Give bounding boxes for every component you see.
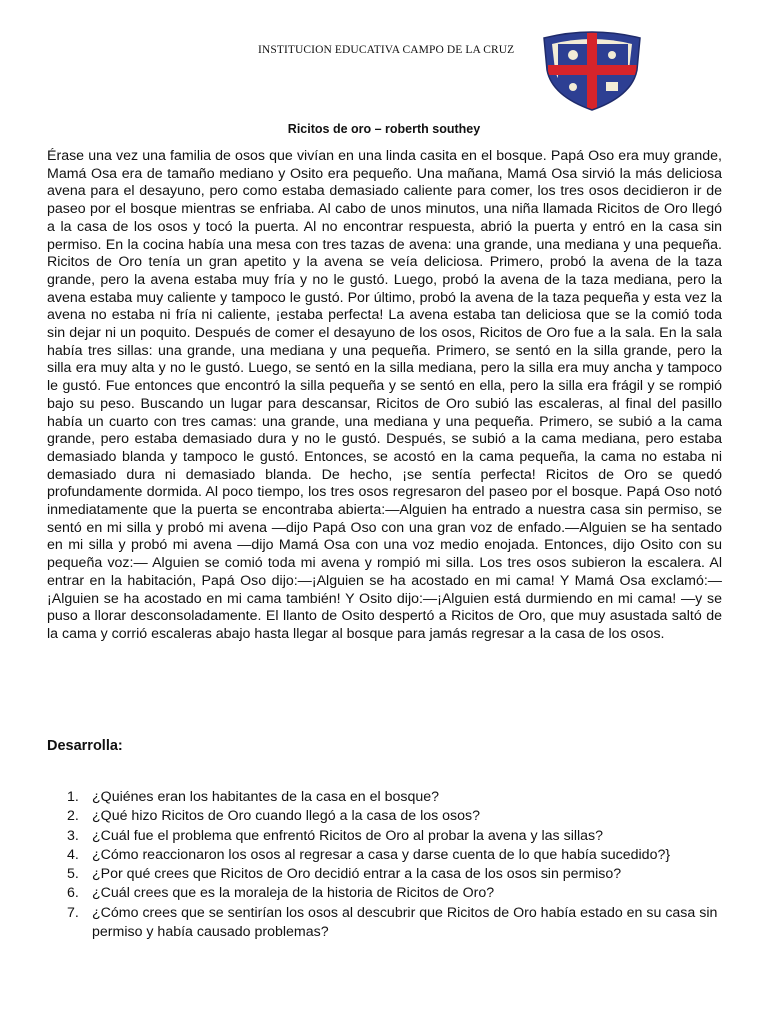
document-title: Ricitos de oro – roberth southey — [287, 122, 481, 136]
question-item: 3. ¿Cuál fue el problema que enfrentó Ricitos de Oro al probar la avena y las sillas? — [67, 827, 604, 844]
question-item: 2. ¿Qué hizo Ricitos de Oro cuando llegó a la casa de los osos? — [67, 808, 481, 825]
section-heading: Desarrolla: — [47, 738, 123, 754]
question-item: 4. ¿Cómo reaccionaron los osos al regresar a casa y darse cuenta de lo que había sucedido?} — [67, 846, 671, 863]
question-item: 6. ¿Cuál crees que es la moraleja de la historia de Ricitos de Oro? — [67, 885, 495, 902]
school-crest-logo — [540, 24, 644, 112]
story-text: Érase una vez una familia de osos que vivían en una linda casita en el bosque. Papá Oso era muy grande, Mamá Osa era de tamaño mediano y Osito era pequeño. Una mañana, Mamá Osa sirvió la más deliciosa avena para el desayuno, pero como estaba demasiado caliente para comer, los tres osos decidieron ir de paseo por el bosque mientras se enfriaba. Al cabo de unos minutos, una niña llamada Ricitos de Oro llegó a la casa de los osos y tocó la puerta. Al no encontrar respuesta, abrió la puerta y entró en la casa sin permiso. En la cocina había una mesa con tres tazas de avena: una grande, una mediana y una pequeña. Ricitos de Oro tenía un gran apetito y la avena se veía deliciosa. Primero, probó la avena de la taza grande, pero la avena estaba muy fría y no le gustó. Luego, probó la avena de la taza mediana, pero la avena estaba muy caliente y tampoco le gustó. Por último, probó la avena de la taza pequeña y esta vez la avena no estaba ni fría ni caliente, ¡estaba perfecta! La avena estaba tan deliciosa que se la comió toda sin dejar ni un poquito. Después de comer el desayuno de los osos, Ricitos de Oro fue a la sala. En la sala había tres sillas: una grande, una mediana y una pequeña. Primero, se sentó en la silla grande, pero la silla era muy alta y no le gustó. Luego, se sentó en la silla mediana, pero la silla era muy ancha y tampoco le gustó. Fue entonces que encontró la silla pequeña y se sentó en ella, pero la silla era frágil y se rompió bajo su peso. Buscando un lugar para descansar, Ricitos de Oro subió las escaleras, al final del pasillo había un cuarto con tres camas: una grande, una mediana y una pequeña. Primero, se subió a la cama grande, pero estaba demasiado dura y no le gustó. Después, se subió a la cama mediana, pero estaba demasiado blanda y tampoco le gustó. Entonces, se acostó en la cama pequeña, la cama no estaba ni demasiado dura ni demasiado blanda. De hecho, ¡se sentía perfecta! Ricitos de Oro se quedó profundamente dormida. Al poco tiempo, los tres osos regresaron del paseo por el bosque. Papá Oso notó inmediatamente que la puerta se encontraba abierta:—Alguien ha entrado a nuestra casa sin permiso, se sentó en mi silla y probó mi avena —dijo Papá Oso con una gran voz de enfado.—Alguien se ha sentado en mi silla y probó mi avena —dijo Mamá Osa con una voz medio enojada. Entonces, dijo Osito con su pequeña voz:— Alguien se comió toda mi avena y rompió mi silla. Los tres osos subieron la escalera. Al entrar en la habitación, Papá Oso dijo:—¡Alguien se ha acostado en mi cama! Y Mamá Osa exclamó:—¡Alguien se ha acostado en mi cama también! Y Osito dijo:—¡Alguien está durmiendo en mi cama! —y se puso a llorar desconsoladamente. El llanto de Osito despertó a Ricitos de Oro, que muy asustada saltó de la cama y corrió escaleras abajo hasta llegar al bosque para jamás regresar a la casa de los osos. — [47, 148, 722, 642]
question-item: 5. ¿Por qué crees que Ricitos de Oro decidió entrar a la casa de los osos sin permiso? — [67, 866, 622, 883]
question-item: 7. ¿Cómo crees que se sentirían los osos al descubrir que Ricitos de Oro había estado en su casa sin permiso y había causado problemas? — [67, 904, 718, 941]
question-item: 1. ¿Quiénes eran los habitantes de la casa en el bosque? — [67, 789, 440, 805]
institution-name: INSTITUCION EDUCATIVA CAMPO DE LA CRUZ — [258, 44, 515, 56]
question-list — [47, 788, 727, 942]
